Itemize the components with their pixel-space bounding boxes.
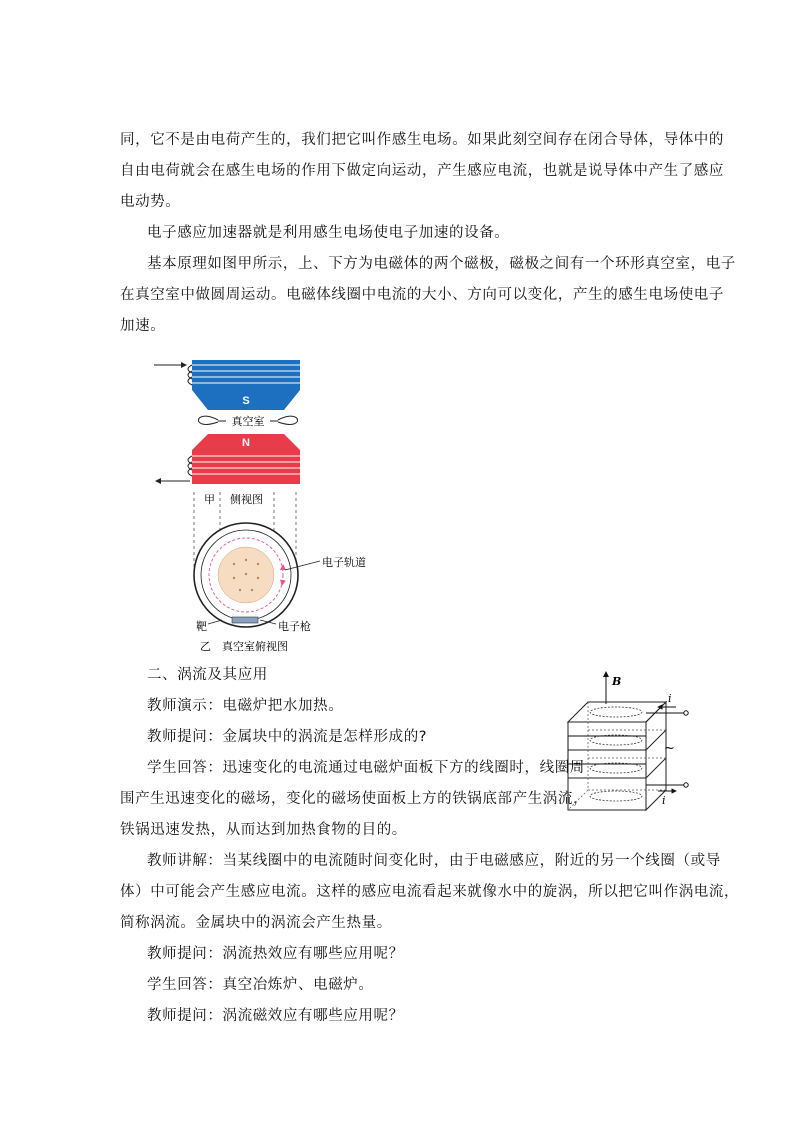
paragraph-line: 加速。 bbox=[120, 318, 166, 334]
paragraph-line: 简称涡流。金属块中的涡流会产生热量。 bbox=[120, 915, 392, 931]
eddy-current-diagram bbox=[558, 664, 698, 814]
top-coil bbox=[188, 365, 192, 385]
eddy-loops bbox=[590, 707, 642, 801]
metal-block-top bbox=[568, 702, 666, 722]
metal-block-front bbox=[568, 722, 646, 810]
paragraph-line: 教师讲解：当某线圈中的电流随时间变化时，由于电磁感应，附近的另一个线圈（或导 bbox=[147, 853, 721, 869]
gun-label: 电子枪 bbox=[278, 620, 311, 633]
section-heading: 二、涡流及其应用 bbox=[147, 667, 268, 683]
paragraph-line: 自由电荷就会在感生电场的作用下做定向运动，产生感应电流，也就是说导体中产生了感应 bbox=[120, 163, 724, 179]
n-pole-label: N bbox=[242, 437, 250, 449]
target-label: 靶 bbox=[196, 620, 207, 633]
ac-source-symbol: ~ bbox=[664, 741, 675, 756]
paragraph-line: 围产生迅速变化的磁场，变化的磁场使面板上方的铁锅底部产生涡流， bbox=[120, 791, 589, 807]
paragraph-line: 电动势。 bbox=[120, 194, 181, 210]
s-pole-label: S bbox=[242, 395, 250, 407]
orbit-label: 电子轨道 bbox=[322, 556, 366, 569]
vacuum-chamber-left bbox=[198, 416, 218, 424]
current-label-bottom: i bbox=[662, 794, 666, 807]
paragraph-line: 在真空室中做圆周运动。电磁体线圈中电流的大小、方向可以变化，产生的感生电场使电子 bbox=[120, 287, 724, 303]
paragraph-line: 体）中可能会产生感应电流。这样的感应电流看起来就像水中的旋涡，所以把它叫作涡电流， bbox=[120, 884, 740, 900]
electron-gun bbox=[232, 617, 258, 623]
paragraph-line: 基本原理如图甲所示，上、下方为电磁体的两个磁极，磁极之间有一个环形真空室，电子 bbox=[147, 256, 736, 272]
caption-b: 乙 真空室俯视图 bbox=[200, 640, 288, 653]
paragraph-line: 教师提问：涡流热效应有哪些应用呢？ bbox=[147, 946, 404, 962]
paragraph-line: 学生回答：迅速变化的电流通过电磁炉面板下方的线圈时，线圈周 bbox=[147, 760, 585, 776]
accelerator-diagram bbox=[150, 352, 370, 657]
paragraph-line: 教师提问：涡流磁效应有哪些应用呢？ bbox=[147, 1008, 404, 1024]
paragraph-line: 教师提问：金属块中的涡流是怎样形成的? bbox=[147, 729, 428, 745]
paragraph-line: 电子感应加速器就是利用感生电场使电子加速的设备。 bbox=[147, 225, 510, 241]
paragraph-line: 同，它不是由电荷产生的，我们把它叫作感生电场。如果此刻空间存在闭合导体，导体中的 bbox=[120, 132, 724, 148]
caption-a-letter: 甲 bbox=[204, 493, 215, 506]
vacuum-chamber-right bbox=[278, 416, 298, 424]
paragraph-line: 教师演示：电磁炉把水加热。 bbox=[147, 698, 344, 714]
current-label-top: i bbox=[668, 692, 672, 705]
vacuum-chamber-label: 真空室 bbox=[231, 415, 265, 428]
b-field-label: B bbox=[612, 675, 622, 688]
paragraph-line: 铁锅迅速发热，从而达到加热食物的目的。 bbox=[120, 822, 407, 838]
caption-a: 侧视图 bbox=[230, 493, 263, 506]
bottom-coil bbox=[188, 456, 192, 476]
paragraph-line: 学生回答：真空冶炼炉、电磁炉。 bbox=[147, 977, 374, 993]
n-pole-yoke bbox=[192, 450, 300, 484]
